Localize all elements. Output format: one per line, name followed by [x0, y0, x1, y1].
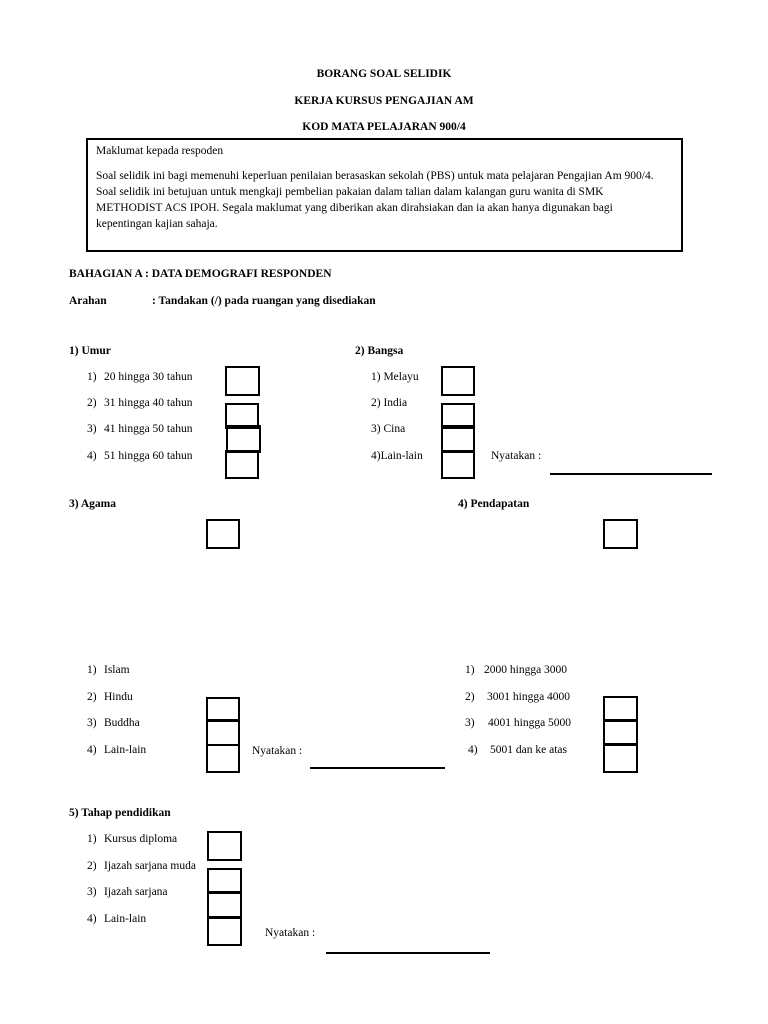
question-agama: 3) Agama [69, 498, 116, 510]
form-title: BORANG SOAL SELIDIK [316, 68, 452, 80]
checkbox-pendapatan-3[interactable] [603, 719, 638, 746]
option-label: Lain-lain [104, 744, 147, 756]
checkbox-agama-stray[interactable] [206, 519, 240, 549]
specify-line-pendidikan[interactable] [326, 952, 490, 954]
specify-line-agama[interactable] [310, 767, 445, 769]
specify-label: Nyatakan : [265, 927, 316, 939]
checkbox-pendidikan-1[interactable] [207, 831, 242, 861]
info-line: Soal selidik ini betujuan untuk mengkaji pembelian pakaian dalam talian dalam kalangan guru wanita di SMK [96, 186, 604, 198]
info-line: Soal selidik ini bagi memenuhi keperluan penilaian berasaskan sekolah (PBS) untuk mata pelajaran Pengajian Am 900/4. [96, 170, 654, 182]
option-label: Lain-lain [104, 913, 147, 925]
option-label: Hindu [104, 691, 133, 703]
option-number: 1) [87, 833, 97, 845]
checkbox-agama-3[interactable] [206, 719, 240, 746]
option-number: 2) [87, 860, 97, 872]
option-label: 20 hingga 30 tahun [104, 371, 193, 383]
option-number: 3) [87, 717, 97, 729]
checkbox-pendapatan-stray[interactable] [603, 519, 638, 549]
option-number: 4) [87, 913, 97, 925]
option-number: 4) [87, 450, 97, 462]
checkbox-bangsa-3[interactable] [441, 425, 475, 453]
info-line: METHODIST ACS IPOH. Segala maklumat yang diberikan akan dirahsiakan dan ia akan hanya digunakan bagi [96, 202, 613, 214]
option-number: 4) [468, 744, 478, 756]
subject-code: KOD MATA PELAJARAN 900/4 [302, 121, 466, 133]
option-label: 3001 hingga 4000 [487, 691, 571, 703]
question-bangsa: 2) Bangsa [355, 345, 404, 357]
option-label: Kursus diploma [104, 833, 178, 845]
option-number: 3) [465, 717, 475, 729]
option-number: 1) [465, 664, 475, 676]
option-label: Islam [104, 664, 130, 676]
option-number: 2) [87, 397, 97, 409]
checkbox-umur-3[interactable] [226, 425, 261, 453]
option-label: 4)Lain-lain [371, 450, 423, 462]
option-label: 4001 hingga 5000 [488, 717, 572, 729]
checkbox-pendidikan-4[interactable] [207, 916, 242, 946]
option-label: 2000 hingga 3000 [484, 664, 568, 676]
option-number: 1) [87, 371, 97, 383]
info-line: kepentingan kajian sahaja. [96, 218, 218, 230]
form-subtitle: KERJA KURSUS PENGAJIAN AM [294, 95, 474, 107]
option-label: 2) India [371, 397, 408, 409]
arahan-text: : Tandakan (/) pada ruangan yang disediakan [152, 295, 376, 307]
option-label: Ijazah sarjana [104, 886, 168, 898]
option-number: 3) [87, 423, 97, 435]
checkbox-umur-4[interactable] [225, 450, 259, 479]
question-pendidikan: 5) Tahap pendidikan [69, 807, 171, 819]
checkbox-bangsa-1[interactable] [441, 366, 475, 396]
respondent-info-box [86, 138, 683, 252]
question-umur: 1) Umur [69, 345, 111, 357]
option-number: 1) [87, 664, 97, 676]
option-label: Buddha [104, 717, 140, 729]
specify-line-bangsa[interactable] [550, 473, 712, 475]
question-pendapatan: 4) Pendapatan [458, 498, 530, 510]
checkbox-agama-4[interactable] [206, 744, 240, 773]
option-number: 3) [87, 886, 97, 898]
checkbox-bangsa-4[interactable] [441, 450, 475, 479]
specify-label: Nyatakan : [491, 450, 542, 462]
option-label: 31 hingga 40 tahun [104, 397, 193, 409]
section-title: BAHAGIAN A : DATA DEMOGRAFI RESPONDEN [69, 268, 332, 280]
option-number: 2) [87, 691, 97, 703]
option-label: Ijazah sarjana muda [104, 860, 196, 872]
option-label: 3) Cina [371, 423, 406, 435]
option-number: 2) [465, 691, 475, 703]
specify-label: Nyatakan : [252, 745, 303, 757]
option-label: 5001 dan ke atas [490, 744, 567, 756]
checkbox-umur-1[interactable] [225, 366, 260, 396]
option-label: 41 hingga 50 tahun [104, 423, 193, 435]
option-number: 4) [87, 744, 97, 756]
arahan-label: Arahan [69, 295, 107, 307]
info-heading: Maklumat kepada respoden [96, 145, 224, 157]
checkbox-pendapatan-4[interactable] [603, 743, 638, 773]
option-label: 51 hingga 60 tahun [104, 450, 193, 462]
checkbox-pendidikan-3[interactable] [207, 891, 242, 919]
option-label: 1) Melayu [371, 371, 419, 383]
